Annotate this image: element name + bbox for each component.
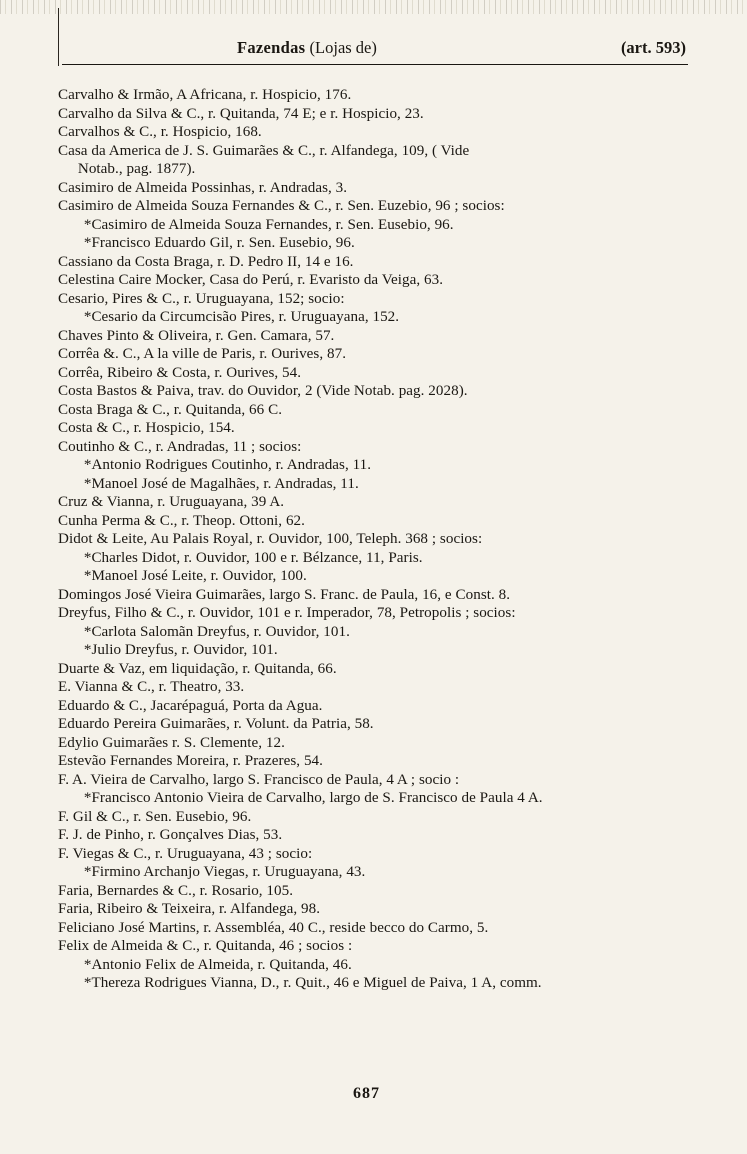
directory-entry: Domingos José Vieira Guimarães, largo S. Franc. de Paula, 16, e Const. 8. — [58, 585, 511, 603]
directory-entry: Edylio Guimarães r. S. Clemente, 12. — [58, 733, 285, 751]
directory-entry: Cesario, Pires & C., r. Uruguayana, 152; socio: — [58, 289, 345, 307]
directory-entry: Eduardo Pereira Guimarães, r. Volunt. da Patria, 58. — [58, 715, 374, 732]
directory-entry: Corrêa, Ribeiro & Costa, r. Ourives, 54. — [58, 363, 302, 381]
header-title-group — [237, 38, 377, 58]
partner-entry: *Manoel José de Magalhães, r. Andradas, 11. — [83, 474, 359, 492]
header-title: Fazendas — [237, 38, 306, 57]
directory-entry: Costa Bastos & Paiva, trav. do Ouvidor, 2 (Vide Notab. pag. 2028). — [58, 382, 468, 399]
directory-entry: Celestina Caire Mocker, Casa do Perú, r. Evaristo da Veiga, 63. — [58, 271, 444, 288]
margin-rule — [58, 8, 59, 66]
directory-entries — [58, 86, 698, 993]
directory-entry: F. Viegas & C., r. Uruguayana, 43 ; socio: — [58, 844, 313, 862]
directory-entry: Faria, Bernardes & C., r. Rosario, 105. — [58, 881, 294, 899]
directory-entry: Notab., pag. 1877). — [77, 160, 196, 177]
directory-entry: Cassiano da Costa Braga, r. D. Pedro II, 14 e 16. — [58, 252, 354, 270]
directory-entry: Coutinho & C., r. Andradas, 11 ; socios: — [58, 437, 302, 455]
page-top-edge — [0, 0, 747, 14]
directory-entry: F. A. Vieira de Carvalho, largo S. Francisco de Paula, 4 A ; socio : — [58, 770, 460, 788]
partner-entry: *Charles Didot, r. Ouvidor, 100 e r. Bélzance, 11, Paris. — [83, 548, 423, 566]
running-header — [62, 34, 688, 65]
directory-entry: Casa da America de J. S. Guimarães & C., r. Alfandega, 109, ( Vide — [58, 141, 470, 159]
partner-entry: *Casimiro de Almeida Souza Fernandes, r. Sen. Eusebio, 96. — [83, 215, 454, 233]
directory-entry: Cruz & Vianna, r. Uruguayana, 39 A. — [58, 493, 285, 510]
directory-entry: Duarte & Vaz, em liquidação, r. Quitanda, 66. — [58, 659, 337, 677]
directory-entry: Costa & C., r. Hospicio, 154. — [58, 419, 235, 436]
directory-entry: Feliciano José Martins, r. Assembléa, 40 C., reside becco do Carmo, 5. — [58, 918, 489, 936]
partner-entry: *Carlota Salomãn Dreyfus, r. Ouvidor, 101. — [83, 622, 350, 640]
directory-entry: Corrêa &. C., A la ville de Paris, r. Ourives, 87. — [58, 345, 347, 362]
directory-entry: Casimiro de Almeida Souza Fernandes & C., r. Sen. Euzebio, 96 ; socios: — [58, 197, 505, 214]
directory-entry: F. J. de Pinho, r. Gonçalves Dias, 53. — [58, 826, 283, 843]
directory-entry: Felix de Almeida & C., r. Quitanda, 46 ; socios : — [58, 937, 353, 954]
directory-entry: Carvalhos & C., r. Hospicio, 168. — [58, 123, 262, 140]
partner-entry: *Cesario da Circumcisão Pires, r. Uruguayana, 152. — [83, 308, 400, 325]
directory-entry: Estevão Fernandes Moreira, r. Prazeres, 54. — [58, 752, 323, 769]
partner-entry: *Francisco Antonio Vieira de Carvalho, largo de S. Francisco de Paula 4 A. — [83, 789, 543, 806]
partner-entry: *Julio Dreyfus, r. Ouvidor, 101. — [83, 641, 278, 658]
directory-entry: Dreyfus, Filho & C., r. Ouvidor, 101 e r. Imperador, 78, Petropolis ; socios: — [58, 604, 516, 621]
directory-entry: Costa Braga & C., r. Quitanda, 66 C. — [58, 400, 283, 418]
partner-entry: *Firmino Archanjo Viegas, r. Uruguayana, 43. — [83, 863, 366, 880]
header-article: (art. 593) — [620, 38, 686, 57]
directory-entry: Carvalho & Irmão, A Africana, r. Hospicio, 176. — [58, 86, 352, 103]
directory-entry: Cunha Perma & C., r. Theop. Ottoni, 62. — [58, 511, 305, 529]
directory-entry: Faria, Ribeiro & Teixeira, r. Alfandega, 98. — [58, 900, 321, 917]
directory-entry: Chaves Pinto & Oliveira, r. Gen. Camara, 57. — [58, 326, 335, 344]
header-subtitle: (Lojas de) — [309, 38, 377, 57]
partner-entry: *Thereza Rodrigues Vianna, D., r. Quit., 46 e Miguel de Paiva, 1 A, comm. — [83, 974, 542, 991]
partner-entry: *Antonio Rodrigues Coutinho, r. Andradas, 11. — [83, 456, 372, 473]
directory-entry: Casimiro de Almeida Possinhas, r. Andradas, 3. — [58, 178, 348, 196]
partner-entry: *Antonio Felix de Almeida, r. Quitanda, 46. — [83, 955, 352, 973]
directory-entry: E. Vianna & C., r. Theatro, 33. — [58, 678, 245, 695]
directory-entry: Carvalho da Silva & C., r. Quitanda, 74 E; e r. Hospicio, 23. — [58, 104, 424, 122]
directory-entry: F. Gil & C., r. Sen. Eusebio, 96. — [58, 807, 252, 825]
partner-entry: *Francisco Eduardo Gil, r. Sen. Eusebio, 96. — [83, 234, 355, 251]
directory-entry: Didot & Leite, Au Palais Royal, r. Ouvidor, 100, Teleph. 368 ; socios: — [58, 530, 483, 547]
directory-entry: Eduardo & C., Jacarépaguá, Porta da Agua. — [58, 696, 323, 714]
page-number: 687 — [353, 1085, 380, 1102]
partner-entry: *Manoel José Leite, r. Ouvidor, 100. — [83, 567, 307, 584]
